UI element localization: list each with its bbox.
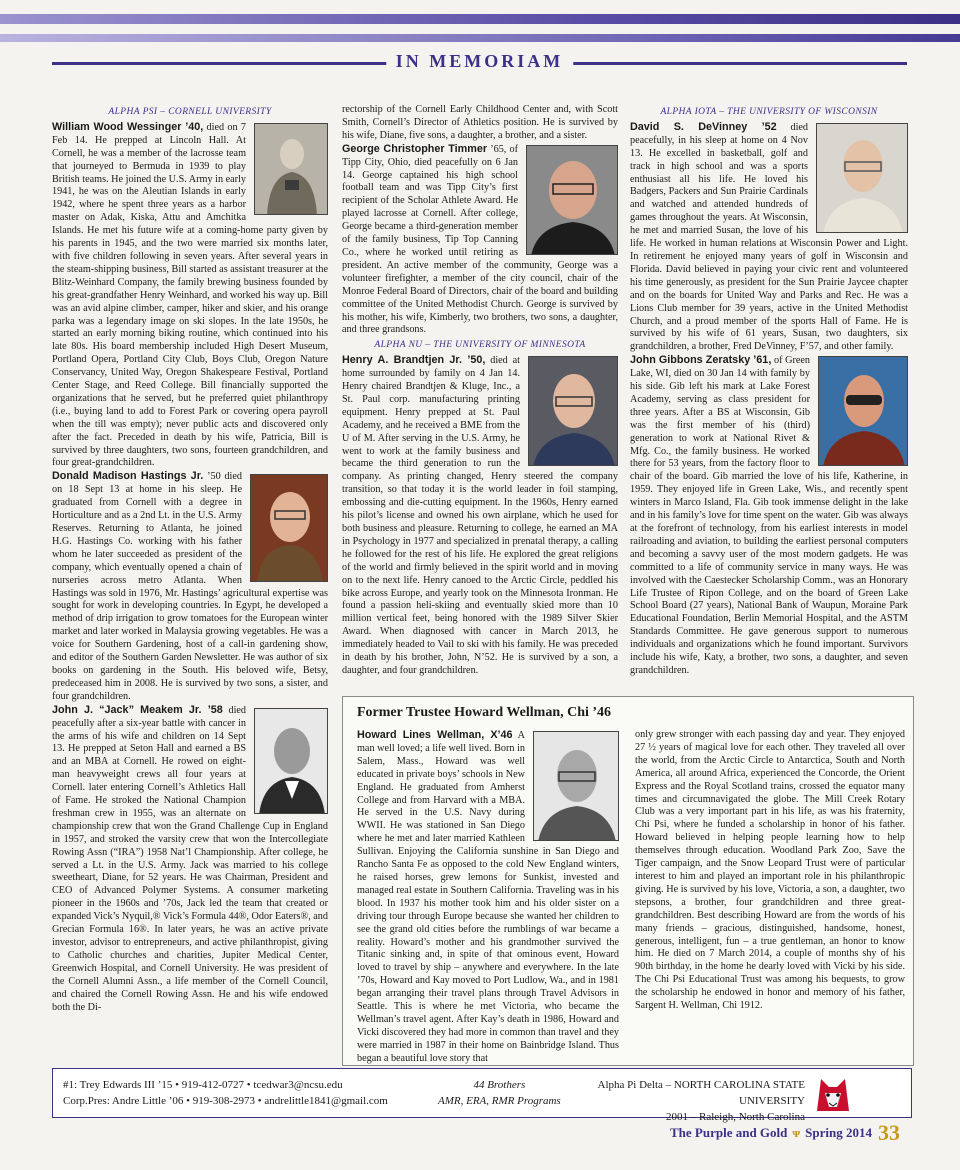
feature-left-column: [357, 729, 619, 1066]
feature-heading: Former Trustee Howard Wellman, Chi ’46: [357, 705, 612, 720]
name-brandtjen: Henry A. Brandtjen Jr. ’50,: [342, 354, 486, 367]
chapter-heading: ALPHA IOTA – THE UNIVERSITY OF WISCONSIN: [660, 107, 878, 117]
programs: AMR, ERA, RMR Programs: [438, 1095, 561, 1107]
feature-right-column: [635, 729, 905, 1013]
header-stripe-bottom: [0, 34, 960, 42]
obit-meakem-continued: rectorship of the Cornell Early Childhood Center and, with Scott Smith, Cornell’s Director of Athletics position. He is survived by his wife, Diane, five sons, a daughter, a brother, and a sister.: [342, 104, 618, 141]
obit-meakem: died peacefully after a six-year battle with cancer in the arms of his wife and children on 14 Sept 13. He prepped at Seton Hall and earned a BS and an MBA at Cornell. He rowed on eight-man heavyweight crews all four years at Cornell. later entering Cornell’s Athletics Hall of Fame. He stroked the National Champion freshman crew in 1955, was an alternate on championship crew that won the Grand Challenge Cup in England in 1957, and stroked the varsity crew that won the Intercollegiate Rowing Assn (“IRA”) 1958 Nat’l Championship. After college, he served a Lt. in the U.S. Army. Jack was married to his college sweetheart, Diane, for 52 years. He was Chairman, President and CEO of Advanced Polymer Systems. A consumer marketing pioneer in the 1960s and ’70s, Jack led the team that created or expanded Vick’s Nyquil,® Vick’s Formula 44®, Odor Eaters®, and Grecian Formula 16®. In later years, he was an active private investor, advisor to entrepreneurs, and active philanthropist, giving to Catholic churches and charities, Jupiter Medical Center, Greenwich Hospital, and Cornell University. He was president of the Cornell Alumni Assn., a life member of the Cornell Council, and chaired the Cornell Rowing Assn. He and his wife endowed both the Di-: [52, 704, 328, 1013]
photo-wellman: [533, 731, 619, 841]
name-hastings: Donald Madison Hastings Jr.: [52, 470, 204, 483]
chapter-stats: [438, 1077, 561, 1109]
chi-psi-symbol-icon: ᴪ: [792, 1125, 801, 1140]
contacts: [63, 1077, 388, 1109]
name-timmer: George Christopher Timmer: [342, 142, 488, 155]
page-number: 33: [878, 1120, 900, 1145]
name-wessinger: William Wood Wessinger ’40,: [52, 120, 204, 133]
obit-brandtjen: died at home surrounded by family on 4 Jan 14. Henry chaired Brandtjen & Kluge, Inc., a St. Paul corp. manufacturing printing equipment. Henry prepped at St. Paul Academy, and he received a BME from the U of M. After serving in the U.S. Army, he went to work at the family business and became the third generation to run the company. As printing changed, Henry steered the company transition, so that today it is the world leader in foil stamping, embossing and die-cutting equipment. In the 1960s, Henry earned his pilot’s license and owned his own airplane, which he used for both business and pleasure. Returning to college, he earned an MA in Psychology in 1977 and specialized in prenatal therapy, a calling he followed for the rest of his life. He explored the great religions of the world and firmly believed in the spirit world and in moving on to the next life. Henry canoed to the Arctic Circle, peddled his bike across Europe, and yearly took on the Minnesota Ironman. He found a passion heli-skiing and eventually skied more than 10 million vertical feet, being honored with the 1989 Silver Skier Award. When diagnosed with cancer in March 2013, he immediately headed to Vail to ski with his family. He was preceded in death by his brother, John, N’52. He is survived by a son, a daughter, and four grandchildren.: [342, 355, 618, 676]
obit-wellman-left: A man well loved; a life well lived. Born in Salem, Mass., Howard was well educated in private boys’ schools in New England. He graduated from Amherst College and from Harvard with a MBA. He served in the U.S. Navy during WWII. He was stationed in San Diego where he met and later married Kathleen Sullivan. Enjoying the California sunshine in San Diego and Rancho Santa Fe as opposed to the cold New England winters, he raised horses, grew lemons for Sunkist, invested and managed real estate in Southern California. Traveling was in his blood. In 1937 his mother took him and his older sister on a driving tour through Europe because she wanted her children to see the grand old cities before the rumblings of war became a reality. Howard’s mother and his grandmother survived the Titanic sinking and, in spite of that ominous event, Howard loved to travel by ship – anywhere and everywhere. In the late ’70s, Howard and Kay moved to Port Ludlow, Wa., and in 1981 began arranging their travel plans through Travel Advisors in Seattle. This is where he met Victoria, who became the Wellman’s travel agent. After Kay’s death in 1986, Howard and Vicki discovered they had more in common than travel and they were married in 1987 in their home on Bainbridge Island. Thus began a beautiful love story that: [357, 730, 619, 1064]
wolf-mascot-icon: [813, 1071, 853, 1115]
name-devinney: David S. DeVinney ’52: [630, 120, 777, 133]
column-1: [52, 104, 328, 1014]
publication-name: The Purple and Gold: [669, 1125, 788, 1140]
chapter-founded: 2001 – Raleigh, North Carolina: [665, 1111, 805, 1123]
photo-meakem: [254, 708, 328, 814]
obit-timmer: ’65, of Tipp City, Ohio, died peacefully on 6 Jan 14. George captained his high school football team and was Tipp City’s first recipient of the Scholar Athlete Award. He played lacrosse at Cornell. After college, George became a third-generation member of the family business, Tip Top Canning Co., where he worked until retiring as president. An active member of the community, George was a volunteer firefighter, a member of the city council, chair of the Monroe Federal Board of Directors, chair of the board and building committee of the United Methodist Church. George is survived by his mother, his wife, Kimberly, two brothers, two sons, a daughter, and three grandsons.: [342, 143, 618, 336]
page-footer: [670, 1120, 900, 1146]
chapter-heading: ALPHA NU – THE UNIVERSITY OF MINNESOTA: [374, 340, 586, 351]
obit-wellman-right: only grew stronger with each passing day and year. They enjoyed 27 ½ years of magical love for each other. They traveled all over the world, from the Arctic Circle to Antarctica, South and North America, all around Africa, experienced the Concorde, the Orient Express and the Royal Scotland trains, crossed the equator many times and circumnavigated the globe. The Mill Creek Rotary Club was a very important part in his life, as was his fraternity, Chi Psi, where he funded a scholarship in honor of his father. Howard believed in helping people learning how to help themselves through education. Woodland Park Zoo, Save the Tiger campaign, and the Snow Leopard Trust were of particular interest to him and played an important role in his philanthropic giving. He is survived by his love, Victoria, a son, a daughter, two stepsons, a brother, four grandchildren and three great-grandchildren. Best describing Howard are from the words of his many friends – gracious, distinguished, handsome, honest, generous, intelligent, fun – a true gentleman, an honor to know him. He died on 7 March 2014, a couple of months shy of his 90th birthday, in the home he dearly loved with Vicki by his side. The Chi Psi Educational Trust was among his bequests, to grow the scholarship he endowed in honor and memory of his father, Sargent H. Wellman, Chi 1912.: [635, 729, 905, 1012]
photo-hastings: [250, 474, 328, 582]
photo-wessinger: [254, 123, 328, 215]
obit-hastings: ’50 died on 18 Sept 13 at home in his sleep. He graduated from Cornell with a degree in Horticulture and as a 2nd Lt. in the U.S. Army Reserves. Returning to Atlanta, he joined H.G. Hastings Co. working with his father whom he later succeeded as president of the company, which eventually opened a chain of nurseries across metro Atlanta. When Hastings was sold in 1976, Mr. Hastings’ agricultural expertise was sought for work in developing countries. In Egypt, he developed a method of drip irrigation to grow tomatoes for the European winter market and later worked in Malaysia growing vegetables. He was a voice for Southern Gardening, host of a call-in gardening show, and editor of the Southern Garden Newsletter. He was author of six books on gardening in the South. His beloved wife, Betsy, predeceased him in 2008. He is survived by two sons, a sister, and four grandchildren.: [52, 471, 328, 702]
obit-devinney: died peacefully, in his sleep at home on 4 Nov 13. He excelled in basketball, golf and track in high school and was a sports enthusiast all his life. He loved his Badgers, Packers and Sun Prairie Cardinals and watched and attended hundreds of games throughout the years. At Wisconsin, he met and married Susan, the love of his life. He worked in human relations at Wisconsin Power and Light. In retirement he enjoyed many years of golf in Wisconsin and Florida. David believed in paying your civic rent and volunteered his time generously, as president for the Sun Prairie Jaycee chapter and on the boards for United Way and Parks and Rec. He was a Lions Club member for 39 years, active in the United Methodist Church, and a proud member of the sports Hall of Fame. He is survived by his wife of 61 years, Susan, two daughters, six grandchildren, a brother, Fred DeVinney, F’57, and other family.: [630, 121, 908, 353]
header-stripe-top: [0, 14, 960, 24]
photo-devinney: [816, 123, 908, 233]
chapter-contact-box: [52, 1068, 912, 1123]
name-meakem: John J. “Jack” Meakem Jr. ’58: [52, 703, 223, 716]
brothers-count: 44 Brothers: [473, 1079, 526, 1091]
wellman-feature-box: [342, 696, 914, 1066]
issue: Spring 2014: [805, 1125, 872, 1140]
name-zeratsky: John Gibbons Zeratsky ’61,: [630, 354, 772, 367]
photo-timmer: [526, 145, 618, 255]
page-title: IN MEMORIAM: [386, 51, 573, 72]
contact-line-2: Corp.Pres: Andre Little ’06 • 919-308-2973 • andrelittle1841@gmail.com: [63, 1095, 388, 1107]
photo-brandtjen: [528, 356, 618, 466]
column-2: [342, 104, 618, 678]
title-bar: [52, 51, 907, 71]
chapter-name: Alpha Pi Delta – NORTH CAROLINA STATE UNIVERSITY: [597, 1079, 805, 1107]
chapter-info: [557, 1077, 805, 1125]
obit-wessinger: died on 7 Feb 14. He prepped at Lincoln Hall. At Cornell, he was a member of the lacrosse team that journeyed to Bermuda in 1939 to play British teams. He joined the U.S. Army in early 1941, he was on the Aleutian Islands in early 1942, where he spent three years as a harbor master on Adak, Kiska, Attu and Amchitka Islands. He met his future wife at a coming-home party given by his parents in 1945, and the two were married six months later, with five children following in seven years. After several years in the steam-shipping business, Bill started as assistant treasurer at the Blitz-Weinhard Company, the family brewing business founded by his great-grandfather Henry Weinhard, and worked his way up. Bill was an avid alpine climber, camper, hiker and skier, and his orange parka was a legendary image on ski slopes. In the late 1950s, he started an early morning biking routine, which continued into his late 80s. His board membership included High Desert Museum, Portland Opera, Portland City Club, Boys Club, Oregon Nature Conservancy, United Way, Oregon Shakespeare Festival, Portland Center Stage, and Reed College. Bill financially supported the organizations that he served, but he preferred quiet philanthropy (i.e., buying land to add to Forest Park or covering opera payroll when the till was empty); never public acts and discovered only after the fact. Preceded in death by his wife, Patricia, Bill is survived by three daughters, two sons, fourteen grandchildren, and four great-grandchildren.: [52, 121, 328, 469]
obit-zeratsky: of Green Lake, WI, died on 30 Jan 14 with family by his side. Gib left his mark at Lake Forest Academy, serving as class president for three years. After a BS at Wisconsin, Gib was the first member of his (third) generation to work at National Rivet & Mfg. Co., the family business. He worked there for 53 years, from the factory floor to chair of the board. Gib married the love of his life, Katherine, in 1959. They enjoyed life in Green Lake, Wis., and recently spent winters in Marco Island, Fla. Gib took immense delight in the lake and in his family’s love for time spent on the water. Gib was always at the forefront of technology, from his earliest interests in model railroading and aviation, to building the earliest personal computers and becoming a savvy user of the most modern gadgets. He was committed to a life of community service in many ways. He was involved with the Caestecker Scholarship Comm., was an Honorary Life Trustee of Ripon College, and on the board of Green Lake School Board (27 years), National Bank of Waupun, Moraine Park Educational Foundation, Berlin Memorial Hospital, and the ASTM Standards Committee. He gave generous support to numerous individuals and organizations which he found important. Survivors include his wife, Katy, a brother, two sons, a daughter, and seven grandchildren.: [630, 355, 908, 676]
photo-zeratsky: [818, 356, 908, 466]
contact-line-1: #1: Trey Edwards III ’15 • 919-412-0727 • tcedwar3@ncsu.edu: [63, 1079, 343, 1091]
chapter-heading: ALPHA PSI – CORNELL UNIVERSITY: [108, 107, 272, 117]
column-3: [630, 104, 908, 678]
name-wellman: Howard Lines Wellman, X’46: [357, 729, 513, 741]
